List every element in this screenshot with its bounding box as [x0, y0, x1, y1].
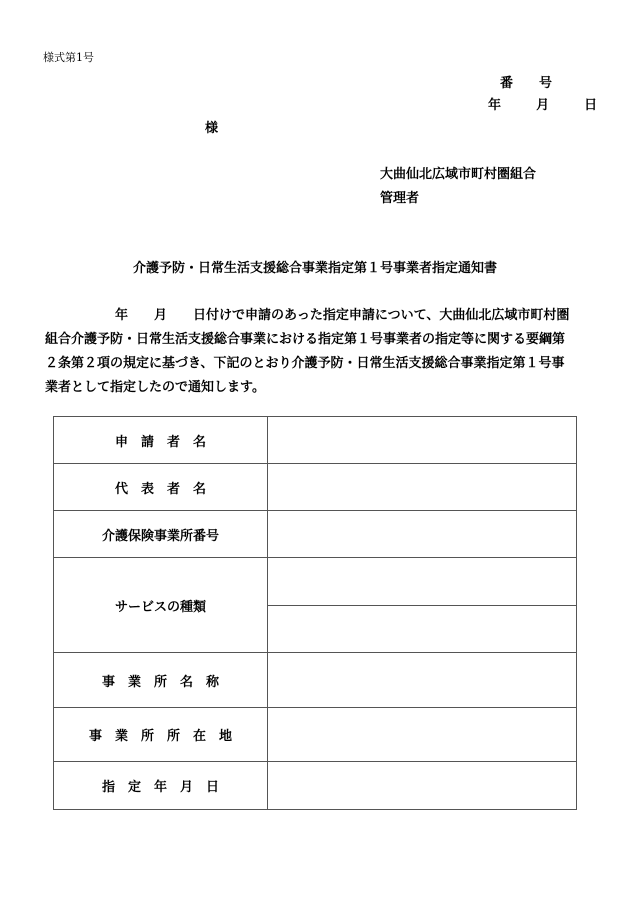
service-type-field-1[interactable] [268, 558, 577, 606]
table-row [54, 464, 577, 511]
issue-month-label: 月 [536, 98, 550, 113]
issue-year-label: 年 [488, 98, 502, 113]
care-insurance-office-number-field[interactable] [268, 511, 577, 558]
body-line-1-rest: 日付けで申請のあった指定申請について、大曲仙北広域市町村圏 [193, 308, 570, 323]
representative-name-label: 代 表 者 名 [54, 464, 268, 511]
table-row [54, 762, 577, 810]
body-line-1 [45, 304, 585, 328]
service-type-field-2[interactable] [268, 606, 577, 653]
table-row [54, 417, 577, 464]
applicant-name-field[interactable] [268, 417, 577, 464]
body-line-3: ２条第２項の規定に基づき、下記のとおり介護予防・日常生活支援総合事業指定第１号事 [45, 356, 565, 371]
sender-title: 管理者 [380, 191, 420, 206]
body-line-4: 業者として指定したので通知します。 [45, 380, 265, 395]
table-row [54, 653, 577, 708]
notice-body [45, 304, 585, 400]
designation-info-table [53, 416, 577, 810]
issue-date [488, 99, 597, 112]
designation-date-label: 指 定 年 月 日 [54, 762, 268, 810]
office-name-label: 事 業 所 名 称 [54, 653, 268, 708]
document-number-label: 番 号 [500, 76, 553, 91]
body-date-year: 年 [115, 308, 129, 323]
addressee-suffix: 様 [205, 121, 219, 136]
representative-name-field[interactable] [268, 464, 577, 511]
office-name-field[interactable] [268, 653, 577, 708]
office-address-field[interactable] [268, 708, 577, 762]
table-row [54, 558, 577, 606]
table-row [54, 708, 577, 762]
sender-organization: 大曲仙北広域市町村圏組合 [380, 167, 537, 182]
service-type-label: サービスの種類 [54, 558, 268, 653]
body-line-2: 組合介護予防・日常生活支援総合事業における指定第１号事業者の指定等に関する要綱第 [45, 332, 566, 347]
care-insurance-office-number-label: 介護保険事業所番号 [54, 511, 268, 558]
designation-date-field[interactable] [268, 762, 577, 810]
applicant-name-label: 申 請 者 名 [54, 417, 268, 464]
document-title: 介護予防・日常生活支援総合事業指定第１号事業者指定通知書 [132, 261, 497, 276]
body-date-month: 月 [154, 308, 168, 323]
table-row [54, 511, 577, 558]
form-number: 様式第1号 [43, 51, 94, 64]
office-address-label: 事 業 所 所 在 地 [54, 708, 268, 762]
issue-day-label: 日 [584, 98, 598, 113]
